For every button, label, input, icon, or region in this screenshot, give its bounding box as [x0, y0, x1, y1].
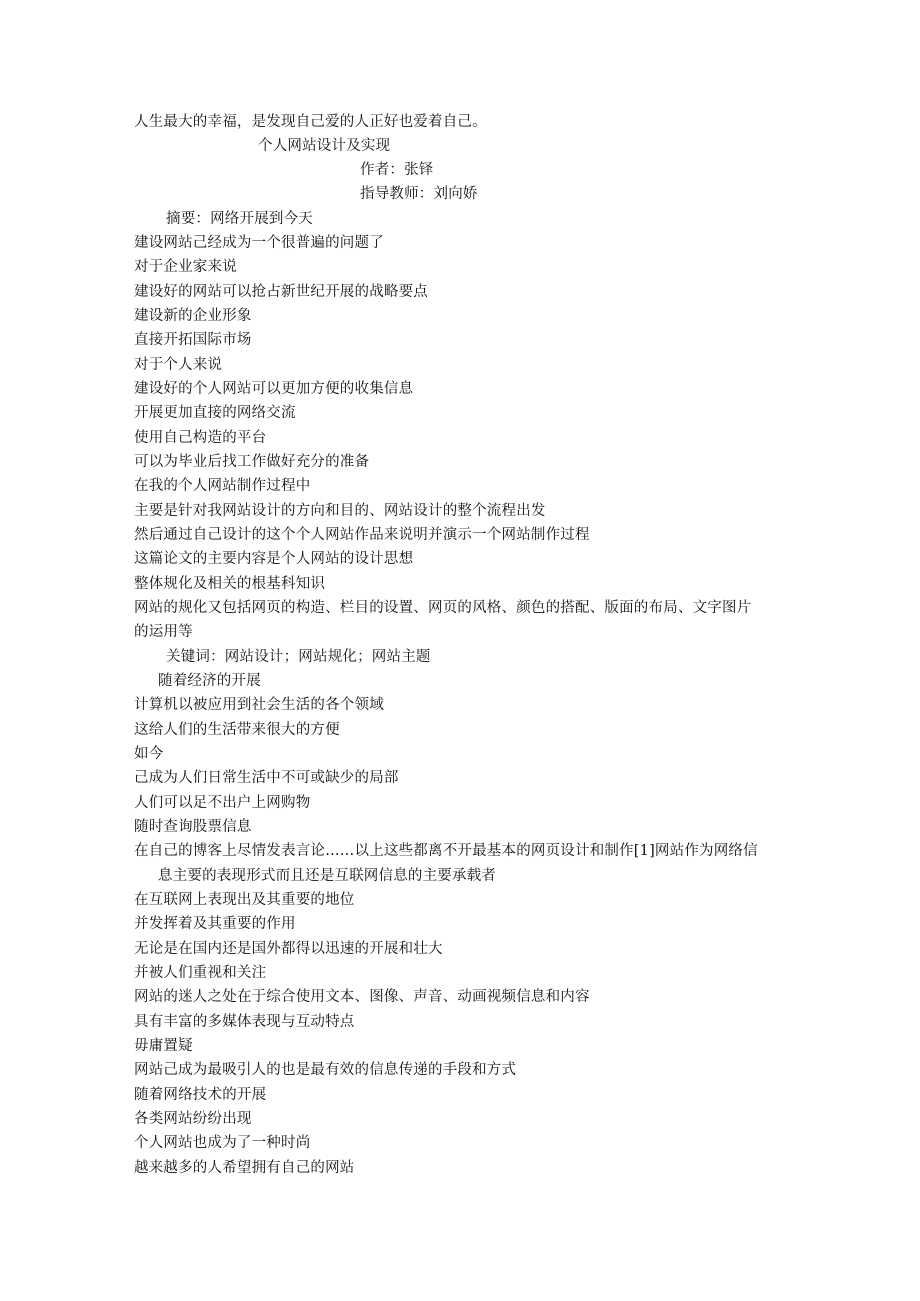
abstract-line: 网站的规化又包括网页的构造、栏目的设置、网页的风格、颜色的搭配、版面的布局、文字图片	[134, 600, 752, 616]
body-line: 无论是在国内还是国外都得以迅速的开展和壮大	[134, 941, 443, 957]
abstract-line: 这篇论文的主要内容是个人网站的设计思想	[134, 551, 414, 567]
body-line: 在互联网上表现出及其重要的地位	[134, 892, 355, 908]
abstract-line: 直接开拓国际市场	[134, 332, 252, 348]
abstract-line: 对于个人来说	[134, 357, 223, 373]
paper-title: 个人网站设计及实现	[258, 138, 391, 154]
body-line: 越来越多的人希望拥有自己的网站	[134, 1160, 355, 1176]
body-line: 己成为人们日常生活中不可或缺少的局部	[134, 770, 399, 786]
body-line: 如今	[134, 746, 164, 762]
body-line: 在自己的博客上尽情发表言论……以上这些都离不开最基本的网页设计和制作[1]网站作为网络信	[134, 843, 758, 859]
body-line: 各类网站纷纷出现	[134, 1111, 252, 1127]
body-line: 具有丰富的多媒体表现与互动特点	[134, 1014, 355, 1030]
abstract-line: 整体规化及相关的根基科知识	[134, 576, 326, 592]
abstract-line: 开展更加直接的网络交流	[134, 405, 296, 421]
body-line: 网站的迷人之处在于综合使用文本、图像、声音、动画视频信息和内容	[134, 989, 590, 1005]
abstract-line: 建设好的个人网站可以更加方便的收集信息	[134, 381, 414, 397]
body-line: 计算机以被应用到社会生活的各个领域	[134, 697, 384, 713]
body-line: 并发挥着及其重要的作用	[134, 916, 296, 932]
body-line: 个人网站也成为了一种时尚	[134, 1135, 311, 1151]
intro-lead: 随着经济的开展	[158, 673, 261, 689]
body-indented-line: 息主要的表现形式而且还是互联网信息的主要承载者	[158, 868, 497, 884]
epigraph: 人生最大的幸福，是发现自己爱的人正好也爱着自己。	[134, 114, 487, 130]
abstract-line: 在我的个人网站制作过程中	[134, 478, 311, 494]
body-line: 随着网络技术的开展	[134, 1087, 267, 1103]
body-line: 网站己成为最吸引人的也是最有效的信息传递的手段和方式	[134, 1062, 517, 1078]
author-line: 作者：张铎	[360, 162, 434, 178]
abstract-line: 建设新的企业形象	[134, 308, 252, 324]
abstract-line: 对于企业家来说	[134, 259, 237, 275]
advisor-line: 指导教师：刘向娇	[360, 186, 478, 202]
abstract-line: 可以为毕业后找工作做好充分的准备	[134, 454, 370, 470]
abstract-line: 主要是针对我网站设计的方向和目的、网站设计的整个流程出发	[134, 503, 546, 519]
body-line: 人们可以足不出户上网购物	[134, 795, 311, 811]
keywords-line: 关键词：网站设计；网站规化；网站主题	[166, 649, 431, 665]
abstract-line: 建设网站己经成为一个很普遍的问题了	[134, 235, 384, 251]
abstract-line: 建设好的网站可以抢占新世纪开展的战略要点	[134, 284, 428, 300]
body-line: 随时查询股票信息	[134, 819, 252, 835]
body-line: 毋庸置疑	[134, 1038, 193, 1054]
abstract-line: 的运用等	[134, 624, 193, 640]
abstract-line: 然后通过自己设计的这个个人网站作品来说明并演示一个网站制作过程	[134, 527, 590, 543]
abstract-lead: 摘要：网络开展到今天	[166, 211, 313, 227]
abstract-line: 使用自己构造的平台	[134, 430, 267, 446]
body-line: 并被人们重视和关注	[134, 965, 267, 981]
body-line: 这给人们的生活带来很大的方便	[134, 722, 340, 738]
